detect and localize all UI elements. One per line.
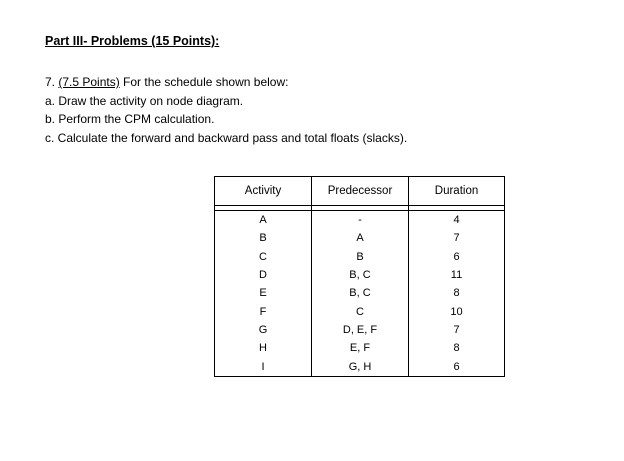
table-row (215, 284, 505, 302)
table-row (215, 302, 505, 320)
activity-cell: F (215, 302, 312, 320)
activity-cell: I (215, 357, 312, 376)
table-row (215, 321, 505, 339)
activity-cell: B (215, 229, 312, 247)
header-predecessor: Predecessor (312, 177, 409, 206)
predecessor-cell: B, C (312, 284, 409, 302)
duration-cell: 7 (409, 229, 505, 247)
activity-cell: A (215, 211, 312, 230)
predecessor-cell: A (312, 229, 409, 247)
table-row (215, 229, 505, 247)
duration-cell: 6 (409, 357, 505, 376)
table-row (215, 357, 505, 376)
predecessor-cell: E, F (312, 339, 409, 357)
table-row (215, 339, 505, 357)
duration-cell: 6 (409, 248, 505, 266)
section-heading: Part III- Problems (15 Points): (45, 34, 220, 48)
header-duration: Duration (409, 177, 505, 206)
activity-cell: E (215, 284, 312, 302)
table-header-row (215, 177, 505, 206)
predecessor-cell: - (312, 211, 409, 230)
problem-number: 7. (45, 75, 59, 89)
problem-intro-line (45, 73, 407, 92)
task-a: a. Draw the activity on node diagram. (45, 93, 244, 108)
table-row (215, 266, 505, 284)
duration-cell: 11 (409, 266, 505, 284)
duration-cell: 10 (409, 302, 505, 320)
predecessor-cell: C (312, 302, 409, 320)
predecessor-cell: D, E, F (312, 321, 409, 339)
duration-cell: 4 (409, 211, 505, 230)
duration-cell: 8 (409, 339, 505, 357)
predecessor-cell: B (312, 248, 409, 266)
activity-cell: G (215, 321, 312, 339)
predecessor-cell: G, H (312, 357, 409, 376)
duration-cell: 8 (409, 284, 505, 302)
activity-cell: D (215, 266, 312, 284)
predecessor-cell: B, C (312, 266, 409, 284)
problem-points: (7.5 Points) (58, 75, 120, 89)
table-row (215, 211, 505, 230)
table-row (215, 248, 505, 266)
activity-cell: H (215, 339, 312, 357)
problem-intro: For the schedule shown below: (119, 75, 289, 89)
activity-cell: C (215, 248, 312, 266)
task-b: b. Perform the CPM calculation. (45, 112, 215, 126)
header-activity: Activity (215, 177, 312, 206)
problem-statement (45, 73, 407, 147)
duration-cell: 7 (409, 321, 505, 339)
schedule-table (214, 176, 505, 377)
task-c: c. Calculate the forward and backward pass and total floats (slacks). (45, 130, 408, 145)
